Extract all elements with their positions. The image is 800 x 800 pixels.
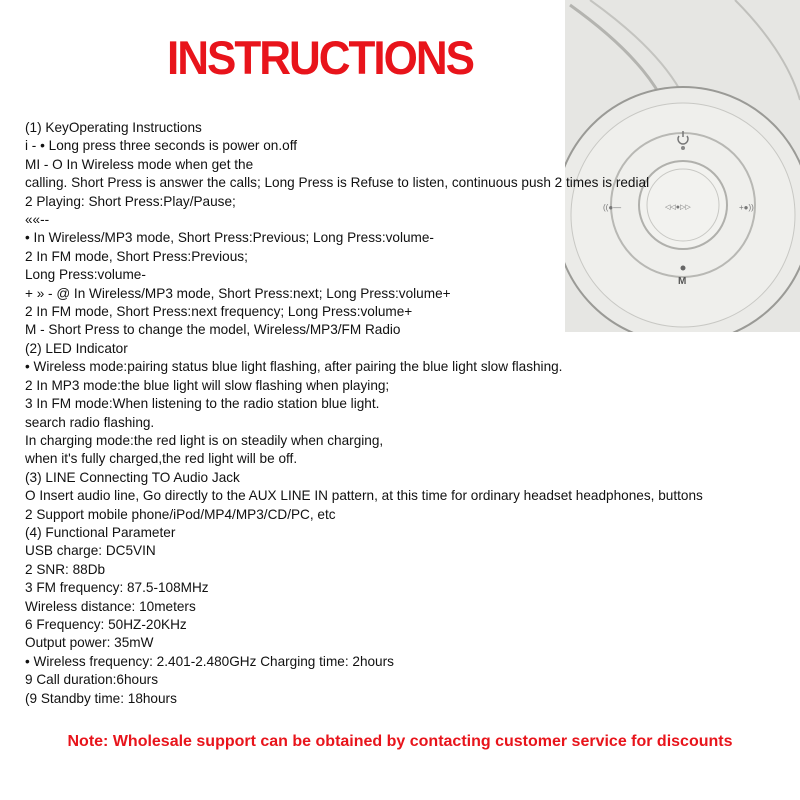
instruction-line: search radio flashing. <box>25 414 155 430</box>
instruction-line: • Wireless frequency: 2.401-2.480GHz Charging time: 2hours <box>25 653 394 669</box>
instruction-line: calling. Short Press is answer the calls; Long Press is Refuse to listen, continuous push 2 times is redial <box>25 175 650 191</box>
instruction-line: MI - O In Wireless mode when get the <box>25 156 254 172</box>
instructions-body <box>25 119 795 708</box>
instruction-line: 2 Playing: Short Press:Play/Pause; <box>25 193 236 209</box>
instruction-line: 2 SNR: 88Db <box>25 561 106 577</box>
instruction-line: • Wireless mode:pairing status blue light flashing, after pairing the blue light slow flashing. <box>25 359 563 375</box>
instruction-line: 2 In MP3 mode:the blue light will slow flashing when playing; <box>25 377 390 393</box>
instruction-line: (4) Functional Parameter <box>25 524 176 540</box>
instruction-line: Output power: 35mW <box>25 635 154 651</box>
instruction-line: USB charge: DC5VIN <box>25 543 156 559</box>
instruction-line: (9 Standby time: 18hours <box>25 690 177 706</box>
instruction-line: In charging mode:the red light is on steadily when charging, <box>25 432 384 448</box>
instruction-line: O Insert audio line, Go directly to the AUX LINE IN pattern, at this time for ordinary headset headphones, buttons <box>25 488 703 504</box>
page-title: INSTRUCTIONS <box>167 31 473 85</box>
instruction-line: + » - @ In Wireless/MP3 mode, Short Press:next; Long Press:volume+ <box>25 285 451 301</box>
instruction-line: 3 In FM mode:When listening to the radio station blue light. <box>25 396 380 412</box>
mode-button-label: M <box>678 276 687 287</box>
next-volume-label: +●)) <box>739 203 754 212</box>
instruction-line: M - Short Press to change the model, Wireless/MP3/FM Radio <box>25 322 401 338</box>
instruction-line: 9 Call duration:6hours <box>25 672 158 688</box>
prev-volume-label: ((●— <box>603 203 622 212</box>
instruction-line: Wireless distance: 10meters <box>25 598 196 614</box>
instruction-line: • In Wireless/MP3 mode, Short Press:Previous; Long Press:volume- <box>25 230 434 246</box>
instruction-line: Long Press:volume- <box>25 267 146 283</box>
instruction-line: 6 Frequency: 50HZ-20KHz <box>25 616 187 632</box>
instruction-line: when it's fully charged,the red light will be off. <box>25 451 298 467</box>
instruction-line: 3 FM frequency: 87.5-108MHz <box>25 580 209 596</box>
wholesale-note: Note: Wholesale support can be obtained by contacting customer service for discounts <box>67 733 733 750</box>
play-controls-label: ◁◁●▷▷ <box>665 204 691 211</box>
instruction-line: i - • Long press three seconds is power on.off <box>25 138 298 154</box>
instruction-line: (1) KeyOperating Instructions <box>25 120 202 135</box>
instruction-line: 2 In FM mode, Short Press:next frequency; Long Press:volume+ <box>25 304 413 320</box>
instruction-line: 2 In FM mode, Short Press:Previous; <box>25 248 248 264</box>
instruction-line: (3) LINE Connecting TO Audio Jack <box>25 469 240 485</box>
instruction-line: 2 Support mobile phone/iPod/MP4/MP3/CD/PC, etc <box>25 506 336 522</box>
instruction-line: ««-- <box>25 212 50 228</box>
instruction-line: (2) LED Indicator <box>25 340 128 356</box>
